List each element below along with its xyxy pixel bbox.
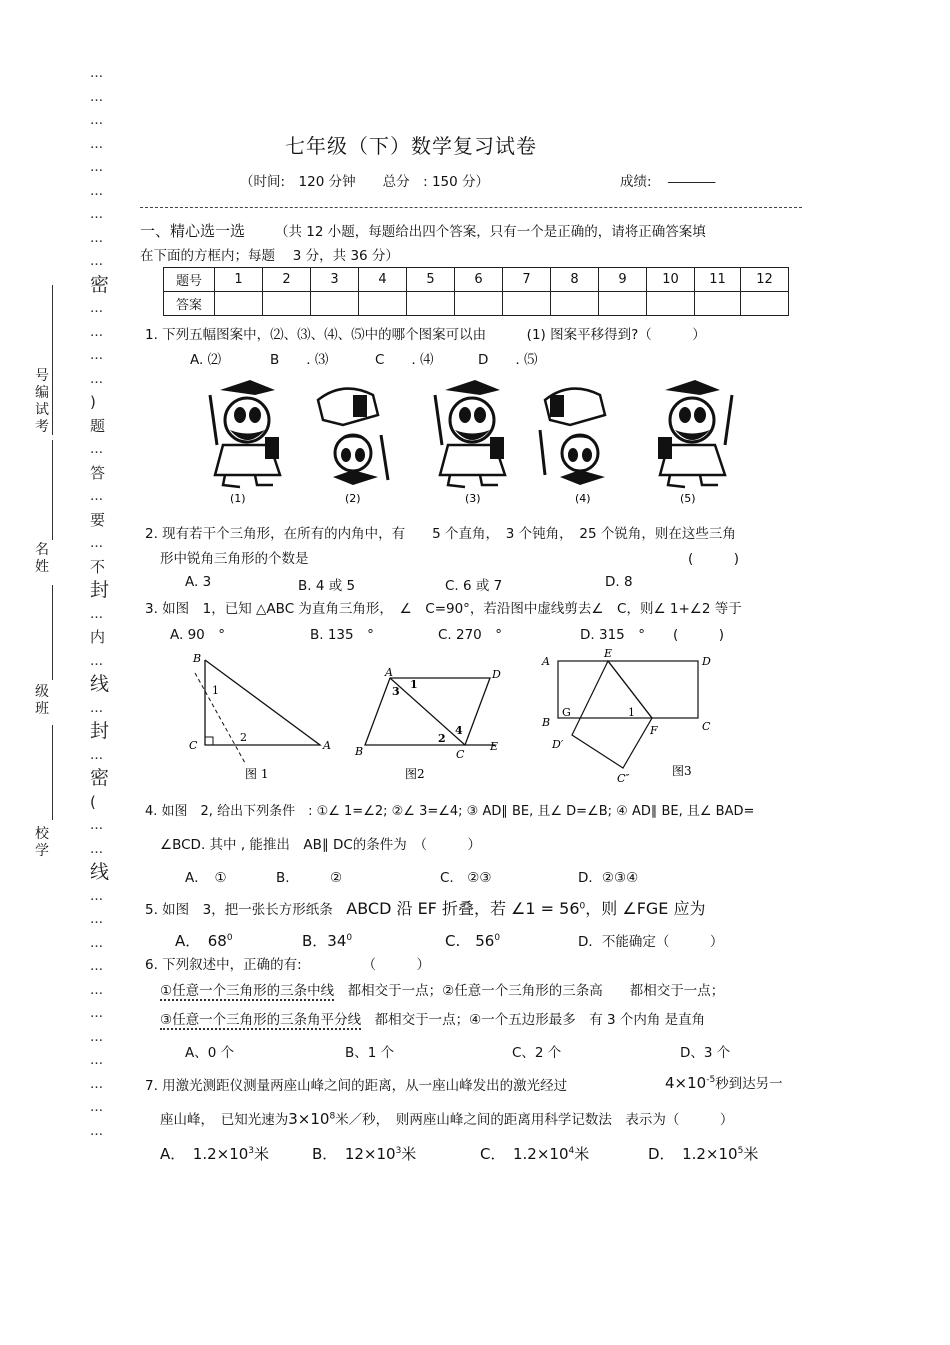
margin-line [52,585,53,680]
margin-mark: 封 [90,579,110,601]
fig3-label-F: F [650,724,658,737]
q3-option-b: B. 135 ° [310,627,374,643]
margin-line [52,725,53,820]
fig3-label: 图3 [672,764,692,778]
figure-4 [540,389,605,485]
q3-option-c: C. 270 ° [438,627,503,643]
fig2-angle-2: 2 [438,732,446,745]
q5-option-c [445,930,500,951]
fig1-angle-2: 2 [240,731,247,744]
margin-mark: … [90,66,104,81]
fig3-label-E: E [604,648,613,660]
margin-mark: … [90,888,104,904]
q6-statement-4c: 有 3 个内角 是直角 [575,1012,706,1028]
q5-degree: 0 [579,901,586,912]
answer-cell[interactable] [599,292,647,316]
caption-2: (2) [345,492,361,505]
q4-option-a: A． ① [185,870,227,886]
section-instructions: （共 12 小题，每题给出四个答案，只有一个是正确的，请将正确答案填 [275,224,706,240]
margin-mark: … [90,301,104,316]
margin-mark: 内 [90,628,106,646]
q7-option-d-val: 1.2×10 [682,1145,738,1163]
fig2-angle-1: 1 [410,678,418,691]
caption-1: (1) [230,492,246,505]
q2-option-c: C. 6 或 7 [445,578,503,594]
fig2-angle-3: 3 [392,685,400,698]
fig2-label: 图2 [405,767,425,781]
q7-option-b-sup: 3 [395,1146,402,1156]
q6-statement-1: ①任意一个三角形的三条中线 [160,983,335,999]
table-row [164,292,789,316]
q7-option-b-val: 12×10 [344,1145,396,1163]
q7-expr2-sup: 8 [329,1111,336,1122]
margin-mark: … [90,818,104,833]
score-label: 成绩: [620,174,652,190]
fig3-label-C: C [702,720,711,733]
margin-mark: … [90,1053,104,1068]
margin-mark: … [90,1076,104,1092]
geometry-figures [180,648,740,788]
class-label: 级班 [35,684,49,717]
fig3-angle-1: 1 [628,706,635,719]
fig2-angle-4: 4 [455,724,463,737]
q7-line1-end: 秒到达另一 [715,1076,783,1092]
q7-option-d-sup: 5 [737,1146,744,1156]
q1-option-d: D . ⑸ [478,352,538,368]
page-title: 七年级（下）数学复习试卷 [285,134,537,158]
margin-mark: … [90,536,104,551]
margin-mark: … [90,230,104,246]
margin-mark: … [90,371,104,387]
margin-mark: … [90,324,104,340]
margin-mark: … [90,653,104,669]
margin-mark: … [90,1006,104,1021]
question-4-line2: ∠BCD. 其中 , 能推出 AB∥ DC的条件为 （ ） [160,837,482,853]
fig3-label-A: A [542,655,550,668]
time-score-info: （时间: 120 分钟 总分 : 150 分） [240,174,490,190]
q7-expr1-sup: -5 [706,1075,716,1085]
margin-mark: … [90,160,104,175]
q7-option-c-val: 1.2×10 [513,1145,569,1163]
fig3-label-G: G [562,706,571,719]
q5-text-post: ，则 ∠FGE 应为 [585,899,706,918]
q7-line2 [160,1108,733,1128]
row-header: 答案 [164,292,215,316]
q4-option-b: B. ② [276,870,343,886]
question-2: 2. 现有若干个三角形，在所有的内角中，有 5 个直角， 3 个钝角， 25 个锐角，则在这些三角 [145,526,736,542]
margin-mark: … [90,348,104,363]
caption-5: (5) [680,492,696,505]
fig2-label-E: E [490,740,499,753]
q6-statement-line2 [160,1008,705,1028]
divider [140,207,802,208]
q7-option-a-label: A． [160,1145,178,1163]
answer-cell[interactable] [551,292,599,316]
q7-option-c-sup: 4 [568,1146,575,1156]
margin-mark: … [90,89,104,105]
margin-mark: … [90,959,104,974]
margin-line [52,285,53,435]
fig1-label: 图 1 [245,767,269,781]
fig2-label-A: A [385,666,393,679]
score-blank[interactable]: _______ [668,168,716,184]
question-2-line2: 形中锐角三角形的个数是 [160,551,309,567]
fig1-angle-1: 1 [212,684,219,697]
q7-line2-mid: 米／秒， 则两座山峰之间的距离用科学记数法 [335,1112,612,1128]
margin-mark: … [90,1029,104,1045]
q2-option-b: B. 4 或 5 [298,578,356,594]
margin-mark: 不 [90,557,106,576]
answer-cell[interactable] [741,292,789,316]
q7-option-a-val: 1.2×10 [192,1145,249,1163]
margin-mark: … [90,207,104,222]
margin-mark: 密 [90,273,110,296]
number-cell: 2 [263,268,311,292]
caption-3: (3) [465,492,481,505]
q7-option-b [312,1143,416,1164]
fig3-label-D-prime: D′ [552,738,564,751]
fig3-label-B: B [542,716,551,729]
q7-line2-end: 表示为（ ） [611,1112,734,1128]
answer-cell[interactable] [263,292,311,316]
q2-option-a: A. 3 [185,574,212,590]
fig1-label-A: A [323,739,331,752]
answer-cell[interactable] [359,292,407,316]
q6-statement-1c: 都相交于一点； [602,983,725,999]
margin-mark: … [90,747,104,763]
q2-answer-paren: ( ) [688,551,740,567]
margin-mark: … [90,136,104,152]
q5-option-c-text: C. 56 [445,932,495,950]
number-cell: 6 [455,268,503,292]
margin-mark: … [90,982,104,998]
margin-mark: 线 [90,673,110,695]
q7-option-b-unit: 米 [401,1145,417,1163]
q5-option-a [175,930,233,951]
number-cell: 1 [215,268,263,292]
fig3-label-D: D [702,655,711,668]
margin-mark: … [90,113,104,128]
q2-option-d: D. 8 [605,574,633,590]
answer-cell[interactable] [215,292,263,316]
number-cell: 9 [599,268,647,292]
name-label: 名姓 [35,542,49,575]
section-heading: 一、精心选一选 [140,222,246,240]
figure-2 [318,389,388,485]
q5-option-d: D．不能确定（ ） [578,934,724,950]
figure-3-folded-rectangle [541,648,711,785]
q5-option-a-sup: 0 [226,933,233,943]
q7-option-b-label: B． [312,1145,330,1163]
q3-answer-paren: ( ) [673,627,725,643]
q1-option-b: B . ⑶ [270,352,329,368]
figure-5 [658,380,732,487]
margin-mark: 线 [90,861,110,883]
q5-option-b-sup: 0 [346,933,353,943]
q6-statement-3: ③任意一个三角形的三条角平分线 [160,1012,362,1028]
question-1: 1. 下列五幅图案中，⑵、⑶、⑷、⑸中的哪个图案可以由 (1) 图案平移得到?（ ） [145,327,706,343]
q7-line2-start: 座山峰， 已知光速为 [160,1112,289,1128]
margin-mark: ( [90,792,96,811]
exam-number-label: 号编试考 [35,368,49,435]
q7-option-a-sup: 3 [248,1146,255,1156]
answer-cell[interactable] [695,292,741,316]
margin-mark: 题 [90,416,106,435]
fig1-label-C: C [189,739,198,752]
q4-option-d: D．②③④ [578,870,639,886]
answer-cell[interactable] [311,292,359,316]
q7-option-d [648,1143,758,1164]
table-row [164,268,789,292]
q5-option-b [302,930,352,951]
margin-mark: … [90,442,104,457]
figure-1 [210,380,280,487]
fig2-label-B: B [355,745,364,758]
margin-mark: … [90,254,104,269]
q5-text-pre: 5. 如图 3，把一张长方形纸条 [145,902,347,918]
answer-cell[interactable] [503,292,551,316]
margin-mark: … [90,1123,104,1139]
q7-option-c-unit: 米 [574,1145,590,1163]
q6-statement-line1 [160,979,724,999]
margin-mark: … [90,841,104,857]
question-4: 4. 如图 2, 给出下列条件 : ①∠ 1=∠2; ②∠ 3=∠4; ③ AD∥ BE, 且∠ D=∠B; ④ AD∥ BE, 且∠ BAD= [145,804,755,819]
q5-formula: ABCD 沿 EF 折叠，若 ∠1 = 56 [346,899,580,918]
q1-figure-row [185,375,745,505]
q7-expr2: 3×10 [288,1110,330,1128]
margin-mark: … [90,489,104,504]
q1-option-a: A. ⑵ [190,352,222,368]
fig2-label-C: C [456,748,465,761]
q1-option-c: C . ⑷ [375,352,434,368]
number-cell: 5 [407,268,455,292]
q7-option-d-label: D． [648,1145,668,1163]
answer-cell[interactable] [647,292,695,316]
question-5 [145,896,706,919]
margin-mark: 要 [90,510,106,529]
number-cell: 12 [741,268,789,292]
answer-cell[interactable] [455,292,503,316]
q3-option-a: A. 90 ° [170,627,226,643]
binding-margin [90,62,114,1143]
margin-mark: … [90,912,104,927]
q6-option-b: B、1 个 [345,1045,395,1061]
number-cell: 10 [647,268,695,292]
q7-option-c [480,1143,589,1164]
answer-table [163,267,789,316]
q7-time-expr [665,1072,783,1092]
answer-cell[interactable] [407,292,455,316]
margin-mark: … [90,1100,104,1115]
fig3-label-C-double-prime: C″ [617,772,630,785]
margin-line [52,440,53,540]
q7-expr1: 4×10 [665,1074,707,1092]
figure-2-parallelogram [354,666,501,781]
row-header: 题号 [164,268,215,292]
q3-option-d: D. 315 ° [580,627,645,643]
school-label: 校学 [35,826,49,859]
section-instructions-2: 在下面的方框内；每题 3 分，共 36 分） [140,248,399,264]
caption-4: (4) [575,492,591,505]
margin-mark: 答 [90,463,106,482]
q6-option-c: C、2 个 [512,1045,562,1061]
q7-option-a-unit: 米 [254,1145,270,1163]
margin-mark: ) [90,393,96,411]
question-3: 3. 如图 1，已知 △ABC 为直角三角形， ∠ C=90°，若沿图中虚线剪去∠ C，则∠ 1+∠2 等于 [145,601,742,617]
margin-mark: … [90,700,104,716]
margin-mark: 封 [90,720,110,742]
q7-option-c-label: C． [480,1145,498,1163]
number-cell: 11 [695,268,741,292]
number-cell: 8 [551,268,599,292]
margin-mark: 密 [90,767,110,789]
fig1-label-B: B [193,652,202,665]
margin-mark: … [90,183,104,199]
q6-statement-1b: 都相交于一点；②任意一个三角形的三条高 [334,983,603,999]
q5-option-a-text: A． 68 [175,932,227,950]
fig2-label-D: D [492,668,501,681]
number-cell: 7 [503,268,551,292]
question-6: 6. 下列叙述中，正确的有: （ ） [145,957,430,973]
q5-option-c-sup: 0 [494,933,501,943]
figure-3 [435,380,505,487]
q4-option-c: C. ②③ [440,870,492,886]
q6-statement-3b: 都相交于一点；④一个五边形最多 [361,1012,576,1028]
number-cell: 4 [359,268,407,292]
q6-option-d: D、3 个 [680,1045,731,1061]
figure-1-triangle [189,652,331,781]
q5-option-b-text: B．34 [302,932,347,950]
q7-option-d-unit: 米 [743,1145,759,1163]
question-7: 7. 用激光测距仪测量两座山峰之间的距离，从一座山峰发出的激光经过 [145,1078,568,1094]
q6-option-a: A、0 个 [185,1045,235,1061]
q7-option-a [160,1143,269,1164]
number-cell: 3 [311,268,359,292]
margin-mark: … [90,935,104,951]
margin-mark: … [90,606,104,622]
